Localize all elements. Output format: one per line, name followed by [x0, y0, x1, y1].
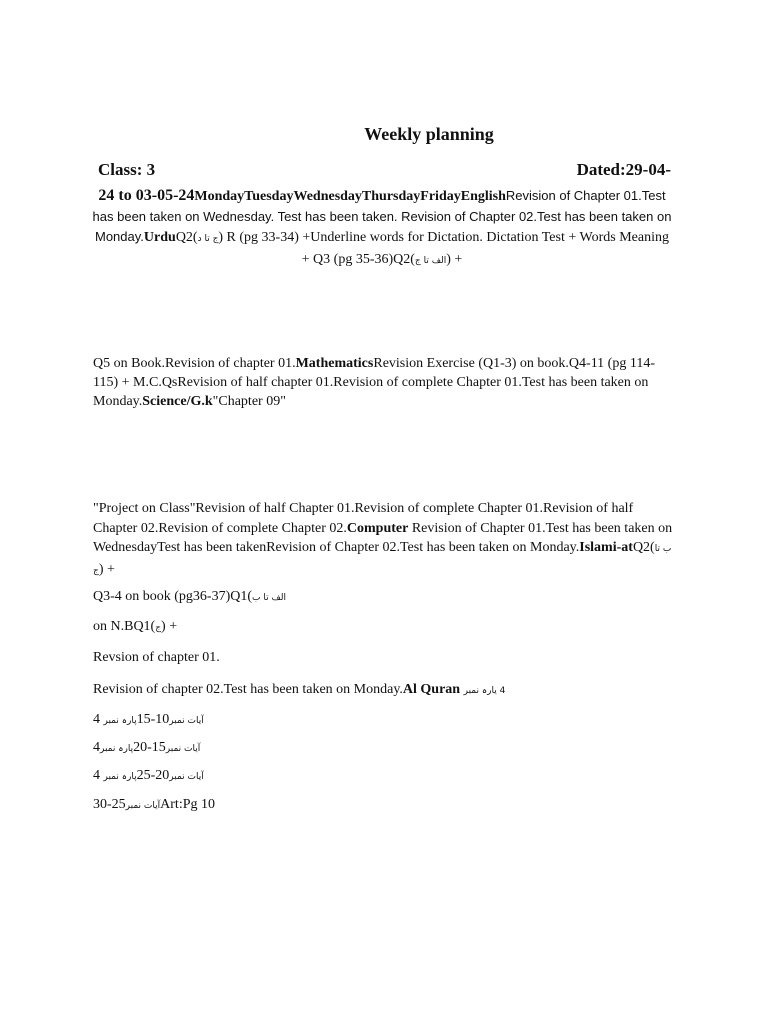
english-text: Revision of Chapter 01.Test has been taken on Wednesday. Test has been taken. Revision of Chapter 02.Test has been taken on Monday.	[92, 188, 672, 244]
urdu-q2a: Q2(	[175, 230, 198, 245]
islamiat-q2: Q2(	[632, 540, 655, 555]
days-header: MondayTuesdayWednesdayThursdayFriday	[194, 189, 461, 204]
urdu-q2a-rest: ) R (pg 33-34) +Underline words for Dictation. Dictation Test + Words Meaning + Q3 (pg 35-36)Q2(	[218, 230, 669, 267]
date-continuation: 24 to 03-05-24	[98, 187, 195, 204]
ayat-2-num: 20-15	[133, 740, 166, 755]
dated-label: Dated:29-04-	[576, 160, 671, 179]
quran-line	[93, 682, 505, 698]
ayat-1-num2: 4	[93, 712, 100, 727]
revsion-line: Revsion of chapter 01.	[93, 650, 220, 665]
ayat-line-2	[93, 740, 200, 756]
art-line	[93, 797, 215, 813]
quran-text: Revision of chapter 02.Test has been taken on Monday.	[93, 682, 403, 697]
ayat-2-num2: 4	[93, 740, 100, 755]
art-num: 30-25	[93, 797, 126, 812]
nbq-rest: ) +	[161, 619, 178, 634]
ayat-3-para: پارہ نمبر	[103, 772, 137, 782]
math-science-paragraph	[93, 354, 673, 411]
ayat-2-ayat: آیات نمبر	[165, 744, 201, 754]
q34-line	[93, 589, 286, 605]
page-title: Weekly planning	[364, 124, 494, 144]
urdu-q2b-rest: ) +	[446, 251, 463, 267]
urdu-q2b-urdu: الف تا ج	[414, 255, 447, 266]
science-label: Science/G.k	[142, 394, 213, 409]
nbq-line	[93, 619, 177, 635]
urdu-q2a-urdu: ج تا د	[197, 234, 219, 244]
math-text: Revision Exercise (Q1-3) on book.Q4-11 (pg 114-115) + M.C.QsRevision of half chapter 01.Revision of complete Chapter 01.Test has been taken on Monday.	[93, 356, 655, 409]
quran-label: Al Quran	[402, 682, 461, 697]
ayat-3-num2: 4	[93, 768, 100, 783]
ayat-1-para: پارہ نمبر	[103, 716, 137, 726]
ayat-1-num: 15-10	[136, 712, 170, 727]
ayat-line-3	[93, 768, 204, 784]
class-label: Class: 3	[98, 160, 156, 179]
q34-text: Q3-4 on book (pg36-37)Q1(	[93, 589, 253, 604]
block2-text: Q5 on Book.Revision of chapter 01.	[93, 356, 296, 371]
nbq-text: on N.BQ1(	[93, 619, 156, 634]
computer-text: Revision of Chapter 01.Test has been taken on WednesdayTest has been takenRevision of Chapter 02.Test has been taken on Monday.	[93, 520, 673, 555]
computer-label: Computer	[346, 520, 409, 536]
ayat-3-ayat: آیات نمبر	[169, 772, 204, 782]
quran-urdu: 4 یارہ نمبر	[463, 686, 506, 696]
class-date-line	[98, 160, 671, 180]
nbq-urdu: ج	[155, 623, 162, 633]
ayat-2-para: پارہ نمبر	[100, 744, 134, 754]
ayat-line-1	[93, 712, 204, 728]
computer-islamiat-paragraph	[93, 499, 675, 581]
ayat-1-ayat: آیات نمبر	[169, 716, 204, 726]
science-text: "Chapter 09"	[212, 394, 286, 409]
english-urdu-paragraph	[92, 186, 672, 271]
art-label: Art:Pg 10	[160, 797, 215, 812]
english-label: English	[460, 189, 506, 204]
islamiat-q2-urdu: ب تا ج	[93, 544, 672, 576]
art-urdu: آیات نمبر	[125, 801, 161, 811]
block3-text: "Project on Class"Revision of half Chapter 01.Revision of complete Chapter 01.Revision of half Chapter 02.Revision of complete Chapter 02.	[93, 501, 634, 536]
q34-urdu: الف تا ب	[252, 593, 287, 603]
math-label: Mathematics	[295, 356, 374, 371]
ayat-3-num: 25-20	[136, 768, 170, 783]
urdu-label: Urdu	[143, 230, 176, 245]
islamiat-label: Islami-at	[579, 540, 633, 555]
islamiat-q2-rest: ) +	[98, 561, 115, 577]
